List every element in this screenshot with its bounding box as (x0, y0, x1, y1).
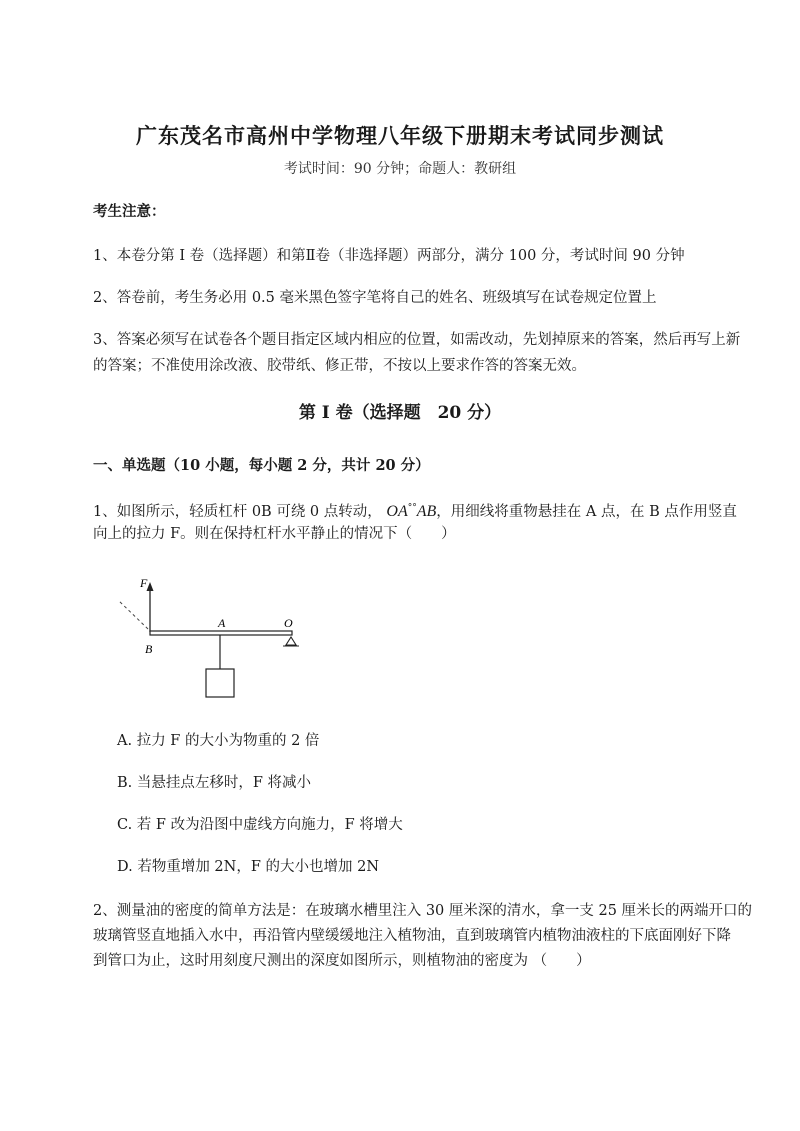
q1-text-before: 1、如图所示，轻质杠杆 0B 可绕 0 点转动， (93, 503, 382, 520)
question-2-line: 玻璃管竖直地插入水中，再沿管内壁缓缓地注入植物油，直到玻璃管内植物油液柱的下底面刚好下降 (93, 928, 731, 944)
q1-text-after: ，用细线将重物悬挂在 A 点，在 B 点作用竖直 (436, 503, 737, 520)
question-2-line: 到管口为止，这时用刻度尺测出的深度如图所示，则植物油的密度为 （ ） (93, 953, 591, 969)
lever-bar (150, 631, 292, 635)
question-1-line2: 向上的拉力 F。则在保持杠杆水平静止的情况下（ ） (93, 526, 456, 542)
notice-heading: 考生注意： (93, 203, 166, 220)
q1-math-oa: OA (386, 502, 408, 520)
dashed-force-line (118, 600, 148, 629)
exam-subtitle: 考试时间：90 分钟；命题人：教研组 (283, 161, 517, 177)
notice-item: 的答案；不准使用涂改液、胶带纸、修正带，不按以上要求作答的答案无效。 (93, 358, 586, 374)
pivot-o (286, 637, 296, 645)
label-b: B (145, 642, 153, 656)
section-title: 第 I 卷（选择题 20 分） (298, 403, 502, 423)
weight-block (206, 669, 234, 697)
q1-math-symbol: °° (407, 503, 417, 513)
force-arrow-head (147, 582, 154, 591)
question-2-line: 2、测量油的密度的简单方法是：在玻璃水槽里注入 30 厘米深的清水，拿一支 25 厘米长的两端开口的 (93, 903, 753, 919)
label-o: O (284, 616, 293, 630)
q1-math-ab: AB (416, 502, 437, 520)
q1-option-b[interactable]: B. 当悬挂点左移时，F 将减小 (117, 775, 312, 791)
part-heading: 一、单选题（10 小题，每小题 2 分，共计 20 分） (93, 457, 430, 474)
q1-option-d[interactable]: D. 若物重增加 2N，F 的大小也增加 2N (117, 859, 380, 875)
label-a: A (218, 616, 226, 630)
exam-title: 广东茂名市高州中学物理八年级下册期末考试同步测试 (136, 123, 664, 148)
notice-item: 3、答案必须写在试卷各个题目指定区域内相应的位置，如需改动，先划掉原来的答案，然后再写上新 (93, 332, 741, 348)
q1-option-c[interactable]: C. 若 F 改为沿图中虚线方向施力，F 将增大 (117, 817, 403, 833)
notice-item: 1、本卷分第 I 卷（选择题）和第Ⅱ卷（非选择题）两部分，满分 100 分，考试时间 90 分钟 (93, 248, 685, 264)
q1-option-a[interactable]: A. 拉力 F 的大小为物重的 2 倍 (117, 733, 320, 749)
notice-item: 2、答卷前，考生务必用 0.5 毫米黑色签字笔将自己的姓名、班级填写在试卷规定位置上 (93, 290, 657, 306)
lever-diagram (108, 575, 308, 705)
label-f: F (140, 576, 148, 590)
